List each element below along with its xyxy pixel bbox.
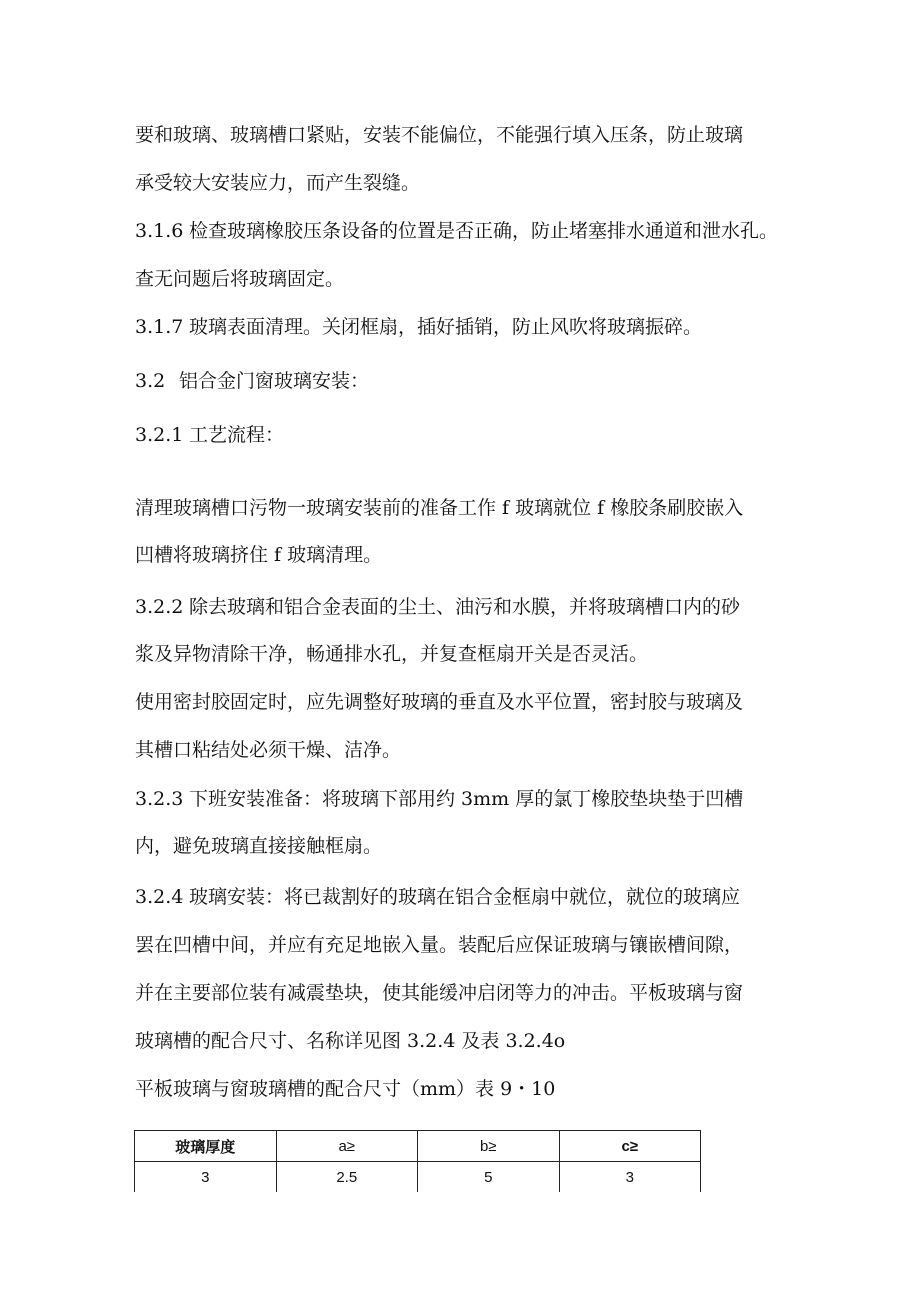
paragraph-line-1: 要和玻璃、玻璃槽口紧贴，安装不能偏位，不能强行填入压条，防止玻璃 — [135, 124, 744, 146]
paragraph-line-13: 其槽口粘结处必须干燥、洁净。 — [135, 739, 402, 761]
paragraph-line-12: 使用密封胶固定时，应先调整好玻璃的垂直及水平位置，密封胶与玻璃及 — [135, 691, 744, 713]
header-a: a≥ — [276, 1131, 418, 1162]
section-3-2-4: 3.2.4 玻璃安装：将已裁割好的玻璃在铝合金框扇中就位，就位的玻璃应 — [135, 886, 741, 908]
paragraph-line-11: 浆及异物清除干净，畅通排水孔，并复查框扇开关是否灵活。 — [135, 643, 649, 665]
cell-a: 2.5 — [276, 1162, 418, 1193]
section-3-2: 3.2 铝合金门窗玻璃安装： — [135, 370, 370, 392]
cell-c: 3 — [559, 1162, 701, 1193]
section-number: 3.2.4 — [135, 886, 184, 908]
paragraph-line-15: 内，避免玻璃直接接触框扇。 — [135, 835, 383, 857]
section-3-1-6: 3.1.6 检查玻璃橡胶压条设备的位置是否正确，防止堵塞排水通道和泄水孔。 — [135, 220, 779, 242]
paragraph-line-4: 查无问题后将玻璃固定。 — [135, 268, 345, 290]
cell-b: 5 — [418, 1162, 560, 1193]
paragraph-line-17: 罢在凹槽中间，并应有充足地嵌入量。装配后应保证玻璃与镶嵌槽间隙， — [135, 934, 744, 956]
section-number: 3.2.2 — [135, 596, 184, 618]
table-header-row — [135, 1131, 701, 1162]
glass-groove-size-table — [134, 1130, 701, 1192]
section-3-1-7: 3.1.7 玻璃表面清理。关闭框扇，插好插销，防止风吹将玻璃振碎。 — [135, 316, 703, 338]
paragraph-line-2: 承受较大安装应力，而产生裂缝。 — [135, 172, 421, 194]
section-3-2-2: 3.2.2 除去玻璃和铝合金表面的尘土、油污和水膜，并将玻璃槽口内的砂 — [135, 596, 741, 618]
header-b: b≥ — [418, 1131, 560, 1162]
table-caption: 平板玻璃与窗玻璃槽的配合尺寸（mm）表 9・10 — [135, 1078, 556, 1100]
header-c: c≥ — [559, 1131, 701, 1162]
cell-thickness: 3 — [135, 1162, 277, 1193]
section-number: 3.2 — [135, 370, 166, 392]
section-number: 3.2.1 — [135, 424, 184, 446]
section-number: 3.1.6 — [135, 220, 184, 242]
section-number: 3.2.3 — [135, 788, 184, 810]
section-3-2-3: 3.2.3 下班安装准备：将玻璃下部用约 3mm 厚的氯丁橡胶垫块垫于凹槽 — [135, 788, 744, 810]
paragraph-line-19: 玻璃槽的配合尺寸、名称详见图 3.2.4 及表 3.2.4o — [135, 1030, 566, 1052]
paragraph-line-8: 清理玻璃槽口污物一玻璃安装前的准备工作 f 玻璃就位 f 橡胶条刷胶嵌入 — [135, 497, 744, 519]
paragraph-line-18: 并在主要部位装有减震垫块，使其能缓冲启闭等力的冲击。平板玻璃与窗 — [135, 982, 744, 1004]
header-glass-thickness: 玻璃厚度 — [135, 1131, 277, 1162]
table-row — [135, 1162, 701, 1193]
section-3-2-1: 3.2.1 工艺流程： — [135, 424, 285, 446]
paragraph-line-9: 凹槽将玻璃挤住 f 玻璃清理。 — [135, 544, 383, 566]
section-number: 3.1.7 — [135, 316, 184, 338]
